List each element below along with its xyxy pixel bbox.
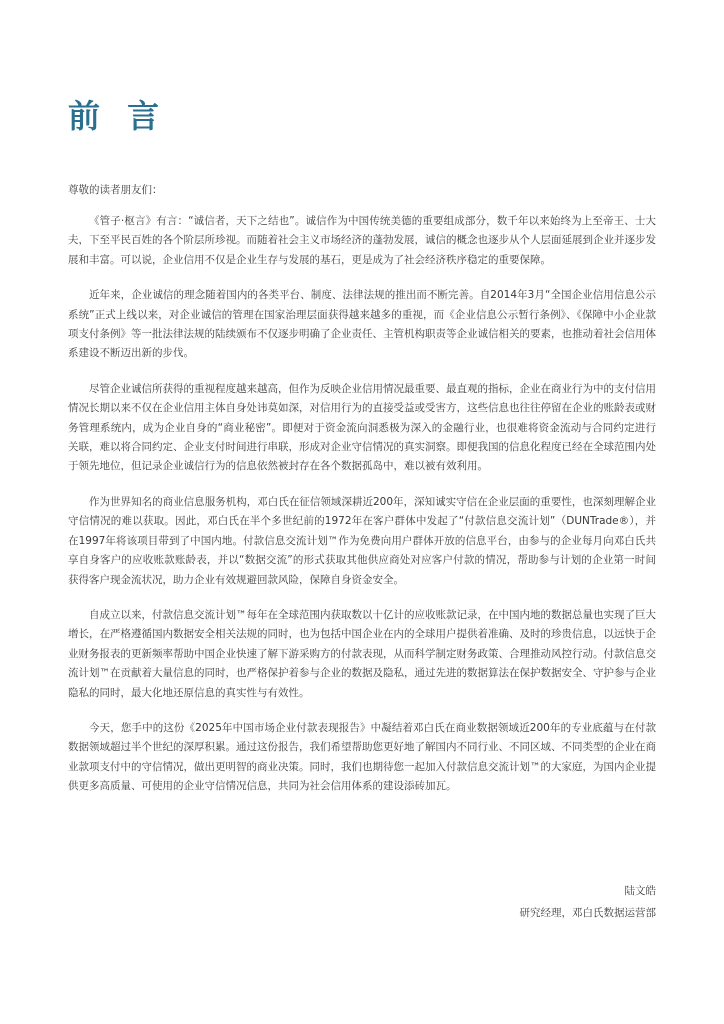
page-title: 前 言 [68, 97, 168, 135]
paragraph: 作为世界知名的商业信息服务机构，邓白氏在征信领域深耕近200年，深知诚实守信在企业层面的重要性，也深刻理解企业守信情况的难以获取。因此，邓白氏在半个多世纪前的1972年在客户群体中发起了“付款信息交流计划”（DUNTrade®），并在1997年将该项目带到了中国内地。付款信息交流计划™作为免费向用户群体开放的信息平台，由参与的企业每月向邓白氏共享自身客户的应收账款账龄表，并以“数据交流”的形式获取其他供应商处对应客户付款的情况，帮助参与计划的企业第一时间获得客户现金流状况，助力企业有效规避回款风险，保障自身资金安全。 [68, 495, 656, 586]
body-text [68, 212, 656, 813]
greeting: 尊敬的读者朋友们： [68, 184, 163, 196]
paragraph: 《管子·枢言》有言：“诚信者，天下之结也”。诚信作为中国传统美德的重要组成部分，数千年以来始终为上至帝王、士大夫，下至平民百姓的各个阶层所珍视。而随着社会主义市场经济的蓬勃发展，诚信的概念也逐步从个人层面延展到企业并逐步发展和丰富。可以说，企业信用不仅是企业生存与发展的基石，更是成为了社会经济秩序稳定的重要保障。 [68, 215, 656, 266]
paragraph: 自成立以来，付款信息交流计划™每年在全球范围内获取数以十亿计的应收账款记录，在中国内地的数据总量也实现了巨大增长，在严格遵循国内数据安全相关法规的同时，也为包括中国企业在内的全球用户提供着准确、及时的珍贵信息，以远快于企业财务报表的更新频率帮助中国企业快速了解下游采购方的付款表现，从而科学制定财务政策、合理推动风控行动。付款信息交流计划™在贡献着大量信息的同时，也严格保护着参与企业的数据及隐私，通过先进的数据算法在保护数据安全、守护参与企业隐私的同时，最大化地还原信息的真实性与有效性。 [68, 608, 656, 699]
signature-role: 研究经理，邓白氏数据运营部 [519, 907, 656, 919]
signature-name: 陆文皓 [624, 885, 656, 897]
paragraph: 今天，您手中的这份《2025年中国市场企业付款表现报告》中凝结着邓白氏在商业数据领域近200年的专业底蕴与在付款数据领域超过半个世纪的深厚积累。通过这份报告，我们希望帮助您更好地了解国内不同行业、不同区域、不同类型的企业在商业款项支付中的守信情况，做出更明智的商业决策。同时，我们也期待您一起加入付款信息交流计划™的大家庭，为国内企业提供更多高质量、可使用的企业守信情况信息，共同为社会信用体系的建设添砖加瓦。 [68, 721, 656, 793]
signature-block [520, 880, 657, 924]
paragraph: 近年来，企业诚信的理念随着国内的各类平台、制度、法律法规的推出而不断完善。自2014年3月“全国企业信用信息公示系统”正式上线以来，对企业诚信的管理在国家治理层面获得越来越多的重视，而《企业信息公示暂行条例》、《保障中小企业款项支付条例》等一批法律法规的陆续颁布不仅逐步明确了企业责任、主管机构职责等企业诚信相关的要素，也推动着社会信用体系建设不断迈出新的步伐。 [68, 289, 656, 360]
paragraph: 尽管企业诚信所获得的重视程度越来越高，但作为反映企业信用情况最重要、最直观的指标，企业在商业行为中的支付信用情况长期以来不仅在企业信用主体自身处讳莫如深，对信用行为的直接受益或受害方，这些信息也往往停留在企业的账龄表或财务管理系统内，成为企业自身的“商业秘密”。即便对于资金流向洞悉极为深入的金融行业，也很难将资金流动与合同约定进行关联，难以将合同约定、企业支付时间进行串联，形成对企业守信情况的真实洞察。即便我国的信息化程度已经在全球范围内处于领先地位，但记录企业诚信行为的信息依然被封存在各个数据孤岛中，难以被有效利用。 [68, 382, 656, 473]
